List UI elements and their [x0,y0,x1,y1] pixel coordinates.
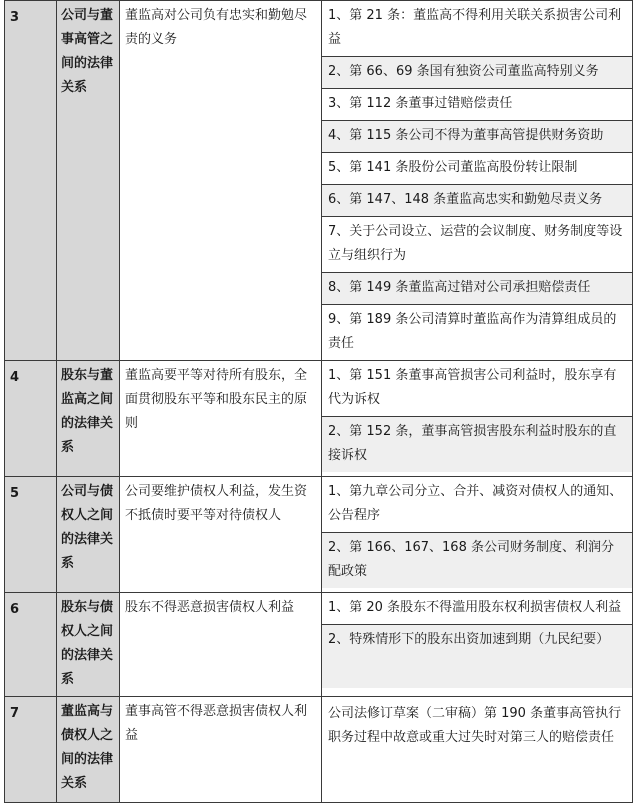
legal-basis-cell [322,697,633,803]
table-row [5,1,633,361]
row-number: 4 [5,361,57,477]
list-item: 1、第 151 条董事高管损害公司利益时，股东享有代为诉权 [322,361,632,417]
list-item: 6、第 147、148 条董监高忠实和勤勉尽责义务 [322,185,632,217]
list-item: 2、特殊情形下的股东出资加速到期（九民纪要） [322,625,632,688]
duty-description: 董监高对公司负有忠实和勤勉尽责的义务 [120,1,322,361]
legal-basis-list [322,361,633,477]
list-item: 5、第 141 条股份公司董监高股份转让限制 [322,153,632,185]
list-item: 8、第 149 条董监高过错对公司承担赔偿责任 [322,273,632,305]
duty-description: 董监高要平等对待所有股东，全面贯彻股东平等和股东民主的原则 [120,361,322,477]
legal-basis-list [322,477,633,593]
legal-basis-list [322,593,633,697]
list-item: 7、关于公司设立、运营的会议制度、财务制度等设立与组织行为 [322,217,632,273]
list-item: 9、第 189 条公司清算时董监高作为清算组成员的责任 [322,305,632,360]
relation-cell: 股东与债权人之间的法律关系 [57,593,120,697]
list-item: 2、第 152 条，董事高管损害股东利益时股东的直接诉权 [322,417,632,472]
row-number: 3 [5,1,57,361]
list-item: 1、第九章公司分立、合并、减资对债权人的通知、公告程序 [322,477,632,533]
law-relations-table [4,0,633,803]
list-item: 1、第 20 条股东不得滥用股东权利损害债权人利益 [322,593,632,625]
relation-cell: 公司与董事高管之间的法律关系 [57,1,120,361]
list-item: 3、第 112 条董事过错赔偿责任 [322,89,632,121]
list-item: 2、第 166、167、168 条公司财务制度、利润分配政策 [322,533,632,588]
duty-description: 董事高管不得恶意损害债权人利益 [120,697,322,803]
list-item: 1、第 21 条：董监高不得利用关联关系损害公司利益 [322,1,632,57]
relation-cell: 董监高与债权人之间的法律关系 [57,697,120,803]
row-number: 6 [5,593,57,697]
row-number: 5 [5,477,57,593]
table-row [5,361,633,477]
duty-description: 公司要维护债权人利益，发生资不抵债时要平等对待债权人 [120,477,322,593]
row-number: 7 [5,697,57,803]
table-row [5,593,633,697]
relation-cell: 公司与债权人之间的法律关系 [57,477,120,593]
legal-basis-list [322,1,633,361]
table-row [5,697,633,803]
duty-description: 股东不得恶意损害债权人利益 [120,593,322,697]
list-item: 2、第 66、69 条国有独资公司董监高特别义务 [322,57,632,89]
table-row [5,477,633,593]
list-item: 4、第 115 条公司不得为董事高管提供财务资助 [322,121,632,153]
legal-basis-text: 公司法修订草案（二审稿）第 190 条董事高管执行职务过程中故意或重大过失时对第三人的赔偿责任 [328,706,622,745]
relation-cell: 股东与董监高之间的法律关系 [57,361,120,477]
